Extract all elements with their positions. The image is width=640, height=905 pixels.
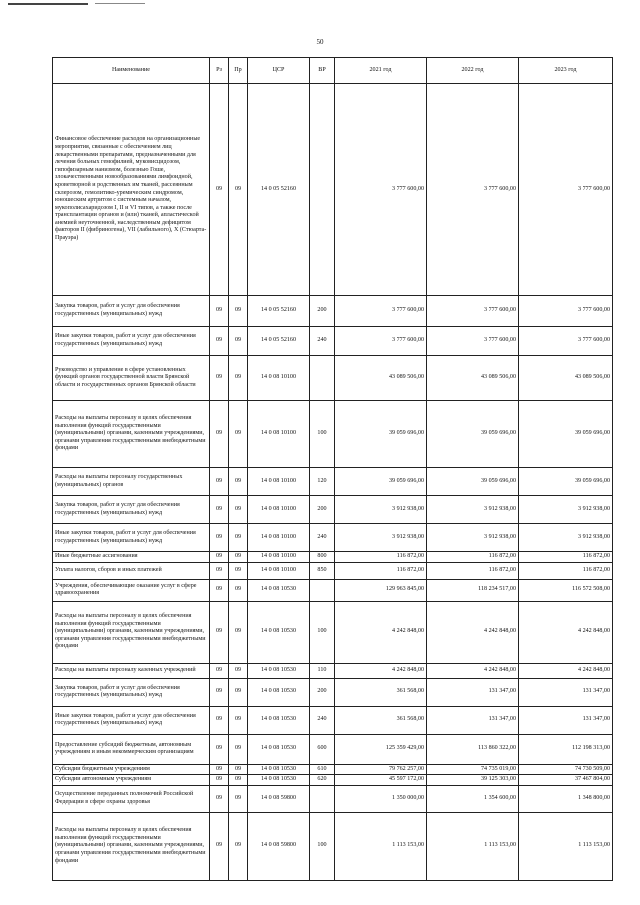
- cell-2023: 3 777 600,00: [519, 296, 613, 327]
- cell-name: Расходы на выплаты персоналу казенных учреждений: [53, 663, 210, 678]
- cell-rz: 09: [210, 663, 229, 678]
- cell-csr: 14 0 08 10100: [248, 562, 310, 579]
- cell-rz: 09: [210, 296, 229, 327]
- table-row: [53, 296, 613, 327]
- cell-rz: 09: [210, 734, 229, 764]
- cell-name: Закупка товаров, работ и услуг для обеспечения государственных (муниципальных) нужд: [53, 678, 210, 706]
- cell-vr: [310, 579, 335, 601]
- cell-pr: 09: [229, 601, 248, 663]
- cell-2021: 79 762 257,00: [335, 764, 427, 775]
- cell-2022: 74 735 019,00: [427, 764, 519, 775]
- cell-csr: 14 0 08 10100: [248, 468, 310, 496]
- column-header-rz: Рз: [210, 58, 229, 84]
- cell-2022: 3 777 600,00: [427, 84, 519, 296]
- cell-vr: 110: [310, 663, 335, 678]
- cell-rz: 09: [210, 496, 229, 524]
- column-header-vr: ВР: [310, 58, 335, 84]
- table-row: [53, 579, 613, 601]
- cell-pr: 09: [229, 663, 248, 678]
- cell-csr: 14 0 08 10100: [248, 552, 310, 563]
- cell-2023: 116 872,00: [519, 562, 613, 579]
- cell-name: Расходы на выплаты персоналу в целях обеспечения выполнения функций государственными (муниципальными) органами, казенными учреждениями, органами управления государственными внебюджетными фондами: [53, 601, 210, 663]
- cell-pr: 09: [229, 468, 248, 496]
- cell-rz: 09: [210, 764, 229, 775]
- cell-vr: 240: [310, 524, 335, 552]
- cell-2021: 3 777 600,00: [335, 296, 427, 327]
- table-row: [53, 734, 613, 764]
- cell-vr: 240: [310, 327, 335, 356]
- cell-2021: 116 872,00: [335, 552, 427, 563]
- cell-2023: 43 089 506,00: [519, 356, 613, 401]
- cell-rz: 09: [210, 678, 229, 706]
- table-row: [53, 601, 613, 663]
- cell-2021: 39 059 696,00: [335, 401, 427, 468]
- cell-2023: 1 348 800,00: [519, 785, 613, 812]
- cell-pr: 09: [229, 812, 248, 880]
- cell-vr: 120: [310, 468, 335, 496]
- cell-2023: 39 059 696,00: [519, 468, 613, 496]
- cell-vr: 100: [310, 401, 335, 468]
- cell-2021: 43 089 506,00: [335, 356, 427, 401]
- cell-pr: 09: [229, 734, 248, 764]
- cell-pr: 09: [229, 562, 248, 579]
- cell-pr: 09: [229, 296, 248, 327]
- cell-pr: 09: [229, 84, 248, 296]
- cell-2022: 1 113 153,00: [427, 812, 519, 880]
- column-header-pr: Пр: [229, 58, 248, 84]
- cell-csr: 14 0 08 10530: [248, 734, 310, 764]
- cell-2021: 3 912 938,00: [335, 524, 427, 552]
- cell-vr: 850: [310, 562, 335, 579]
- column-header-name: Наименование: [53, 58, 210, 84]
- cell-2022: 3 777 600,00: [427, 327, 519, 356]
- cell-rz: 09: [210, 468, 229, 496]
- cell-vr: 620: [310, 775, 335, 786]
- cell-2021: 1 350 000,00: [335, 785, 427, 812]
- cell-2022: 3 912 938,00: [427, 496, 519, 524]
- cell-pr: 09: [229, 785, 248, 812]
- cell-2021: 3 912 938,00: [335, 496, 427, 524]
- cell-rz: 09: [210, 356, 229, 401]
- cell-vr: [310, 356, 335, 401]
- cell-2021: 129 963 845,00: [335, 579, 427, 601]
- table-header-row: [53, 58, 613, 84]
- cell-csr: 14 0 08 10530: [248, 601, 310, 663]
- cell-pr: 09: [229, 678, 248, 706]
- cell-2023: 4 242 848,00: [519, 663, 613, 678]
- cell-2023: 116 572 508,00: [519, 579, 613, 601]
- cell-2023: 112 198 313,00: [519, 734, 613, 764]
- cell-csr: 14 0 08 59800: [248, 812, 310, 880]
- cell-2023: 74 730 509,00: [519, 764, 613, 775]
- cell-rz: 09: [210, 579, 229, 601]
- cell-2022: 113 860 322,00: [427, 734, 519, 764]
- column-header-2021: 2021 год: [335, 58, 427, 84]
- cell-rz: 09: [210, 785, 229, 812]
- cell-pr: 09: [229, 579, 248, 601]
- cell-2021: 39 059 696,00: [335, 468, 427, 496]
- cell-2021: 361 568,00: [335, 678, 427, 706]
- table-row: [53, 327, 613, 356]
- cell-pr: 09: [229, 496, 248, 524]
- cell-name: Осуществление переданных полномочий Российской Федерации в сфере охраны здоровья: [53, 785, 210, 812]
- cell-vr: 100: [310, 812, 335, 880]
- cell-pr: 09: [229, 764, 248, 775]
- cell-vr: 800: [310, 552, 335, 563]
- cell-pr: 09: [229, 775, 248, 786]
- table-row: [53, 468, 613, 496]
- cell-name: Расходы на выплаты персоналу в целях обеспечения выполнения функций государственными (муниципальными) органами, казенными учреждениями, органами управления государственными внебюджетными фондами: [53, 401, 210, 468]
- cell-2022: 4 242 848,00: [427, 663, 519, 678]
- table-row: [53, 356, 613, 401]
- cell-rz: 09: [210, 552, 229, 563]
- cell-vr: 200: [310, 296, 335, 327]
- cell-2023: 131 347,00: [519, 678, 613, 706]
- cell-name: Учреждения, обеспечивающие оказание услуг в сфере здравоохранения: [53, 579, 210, 601]
- cell-csr: 14 0 08 10530: [248, 706, 310, 734]
- cell-2021: 1 113 153,00: [335, 812, 427, 880]
- table-row: [53, 552, 613, 563]
- cell-csr: 14 0 08 10530: [248, 663, 310, 678]
- cell-vr: 610: [310, 764, 335, 775]
- cell-pr: 09: [229, 327, 248, 356]
- cell-csr: 14 0 08 10100: [248, 524, 310, 552]
- cell-2021: 3 777 600,00: [335, 327, 427, 356]
- cell-2023: 131 347,00: [519, 706, 613, 734]
- cell-pr: 09: [229, 706, 248, 734]
- cell-vr: [310, 84, 335, 296]
- cell-rz: 09: [210, 401, 229, 468]
- cell-2023: 3 912 938,00: [519, 496, 613, 524]
- cell-2021: 116 872,00: [335, 562, 427, 579]
- cell-2022: 3 777 600,00: [427, 296, 519, 327]
- table-row: [53, 678, 613, 706]
- cell-csr: 14 0 08 59800: [248, 785, 310, 812]
- cell-2022: 43 089 506,00: [427, 356, 519, 401]
- cell-2022: 39 059 696,00: [427, 401, 519, 468]
- cell-name: Субсидии бюджетным учреждениям: [53, 764, 210, 775]
- cell-vr: 200: [310, 496, 335, 524]
- page-number: 50: [316, 38, 324, 46]
- cell-csr: 14 0 05 52160: [248, 296, 310, 327]
- cell-2022: 3 912 938,00: [427, 524, 519, 552]
- cell-2022: 4 242 848,00: [427, 601, 519, 663]
- cell-name: Финансовое обеспечение расходов на организационные мероприятия, связанные с обеспечением лиц лекарственными препаратами, предназначенными для лечения больных гемофилией, муковисцидозом, гипофизарным нанизмом, болезнью Гоше, злокачественными новообразованиями лимфоидной, кроветворной и родственных им тканей, рассеянным склерозом, гемолитико-уремическим синдромом, юношеским артритом с системным началом, мукополисахаридозом I, II и VI типов, а также после трансплантации органов и (или) тканей, апластической анемией неуточненной, наследственным дефицитом факторов II (фибриногена), VII (лабильного), X (Стюарта-Прауэра): [53, 84, 210, 296]
- cell-2022: 116 872,00: [427, 562, 519, 579]
- cell-csr: 14 0 05 52160: [248, 84, 310, 296]
- cell-name: Уплата налогов, сборов и иных платежей: [53, 562, 210, 579]
- cell-2023: 3 912 938,00: [519, 524, 613, 552]
- cell-2022: 39 059 696,00: [427, 468, 519, 496]
- cell-2022: 39 125 303,00: [427, 775, 519, 786]
- cell-2023: 3 777 600,00: [519, 84, 613, 296]
- cell-2021: 45 597 172,00: [335, 775, 427, 786]
- cell-csr: 14 0 08 10100: [248, 496, 310, 524]
- cell-vr: [310, 785, 335, 812]
- table-row: [53, 775, 613, 786]
- cell-csr: 14 0 08 10100: [248, 356, 310, 401]
- cell-name: Закупка товаров, работ и услуг для обеспечения государственных (муниципальных) нужд: [53, 296, 210, 327]
- cell-vr: 100: [310, 601, 335, 663]
- cell-pr: 09: [229, 552, 248, 563]
- scan-artifact: [8, 3, 88, 5]
- column-header-2022: 2022 год: [427, 58, 519, 84]
- cell-csr: 14 0 08 10530: [248, 579, 310, 601]
- cell-2022: 131 347,00: [427, 678, 519, 706]
- column-header-2023: 2023 год: [519, 58, 613, 84]
- cell-name: Руководство и управление в сфере установленных функций органов государственной власти Брянской области и государственных органов Брянской области: [53, 356, 210, 401]
- cell-rz: 09: [210, 706, 229, 734]
- cell-name: Иные закупки товаров, работ и услуг для обеспечения государственных (муниципальных) нужд: [53, 706, 210, 734]
- cell-2023: 1 113 153,00: [519, 812, 613, 880]
- cell-2022: 118 234 517,00: [427, 579, 519, 601]
- cell-rz: 09: [210, 601, 229, 663]
- table-row: [53, 663, 613, 678]
- cell-name: Расходы на выплаты персоналу в целях обеспечения выполнения функций государственными (муниципальными) органами, казенными учреждениями, органами управления государственными внебюджетными фондами: [53, 812, 210, 880]
- table-row: [53, 524, 613, 552]
- cell-2022: 116 872,00: [427, 552, 519, 563]
- cell-2023: 37 467 804,00: [519, 775, 613, 786]
- table-row: [53, 496, 613, 524]
- cell-2023: 3 777 600,00: [519, 327, 613, 356]
- column-header-csr: ЦСР: [248, 58, 310, 84]
- cell-rz: 09: [210, 524, 229, 552]
- cell-pr: 09: [229, 401, 248, 468]
- cell-name: Субсидии автономным учреждениям: [53, 775, 210, 786]
- cell-2022: 131 347,00: [427, 706, 519, 734]
- cell-pr: 09: [229, 524, 248, 552]
- table-row: [53, 785, 613, 812]
- cell-csr: 14 0 08 10530: [248, 764, 310, 775]
- cell-vr: 600: [310, 734, 335, 764]
- table-row: [53, 401, 613, 468]
- cell-csr: 14 0 08 10100: [248, 401, 310, 468]
- cell-2021: 3 777 600,00: [335, 84, 427, 296]
- cell-name: Иные бюджетные ассигнования: [53, 552, 210, 563]
- table-row: [53, 764, 613, 775]
- cell-2022: 1 354 600,00: [427, 785, 519, 812]
- cell-2023: 4 242 848,00: [519, 601, 613, 663]
- cell-csr: 14 0 05 52160: [248, 327, 310, 356]
- cell-name: Закупка товаров, работ и услуг для обеспечения государственных (муниципальных) нужд: [53, 496, 210, 524]
- cell-rz: 09: [210, 562, 229, 579]
- cell-csr: 14 0 08 10530: [248, 678, 310, 706]
- cell-rz: 09: [210, 84, 229, 296]
- scan-artifact: [95, 3, 145, 4]
- cell-rz: 09: [210, 327, 229, 356]
- cell-csr: 14 0 08 10530: [248, 775, 310, 786]
- cell-2021: 4 242 848,00: [335, 601, 427, 663]
- cell-2021: 4 242 848,00: [335, 663, 427, 678]
- cell-pr: 09: [229, 356, 248, 401]
- table-row: [53, 812, 613, 880]
- cell-rz: 09: [210, 775, 229, 786]
- cell-vr: 240: [310, 706, 335, 734]
- cell-name: Предоставление субсидий бюджетным, автономным учреждениям и иным некоммерческим организациям: [53, 734, 210, 764]
- table-row: [53, 84, 613, 296]
- cell-2021: 361 568,00: [335, 706, 427, 734]
- cell-2023: 39 059 696,00: [519, 401, 613, 468]
- table-row: [53, 706, 613, 734]
- cell-2023: 116 872,00: [519, 552, 613, 563]
- table-row: [53, 562, 613, 579]
- budget-table: [52, 57, 613, 881]
- cell-rz: 09: [210, 812, 229, 880]
- cell-name: Иные закупки товаров, работ и услуг для обеспечения государственных (муниципальных) нужд: [53, 524, 210, 552]
- cell-2021: 125 359 429,00: [335, 734, 427, 764]
- cell-name: Иные закупки товаров, работ и услуг для обеспечения государственных (муниципальных) нужд: [53, 327, 210, 356]
- cell-name: Расходы на выплаты персоналу государственных (муниципальных) органов: [53, 468, 210, 496]
- cell-vr: 200: [310, 678, 335, 706]
